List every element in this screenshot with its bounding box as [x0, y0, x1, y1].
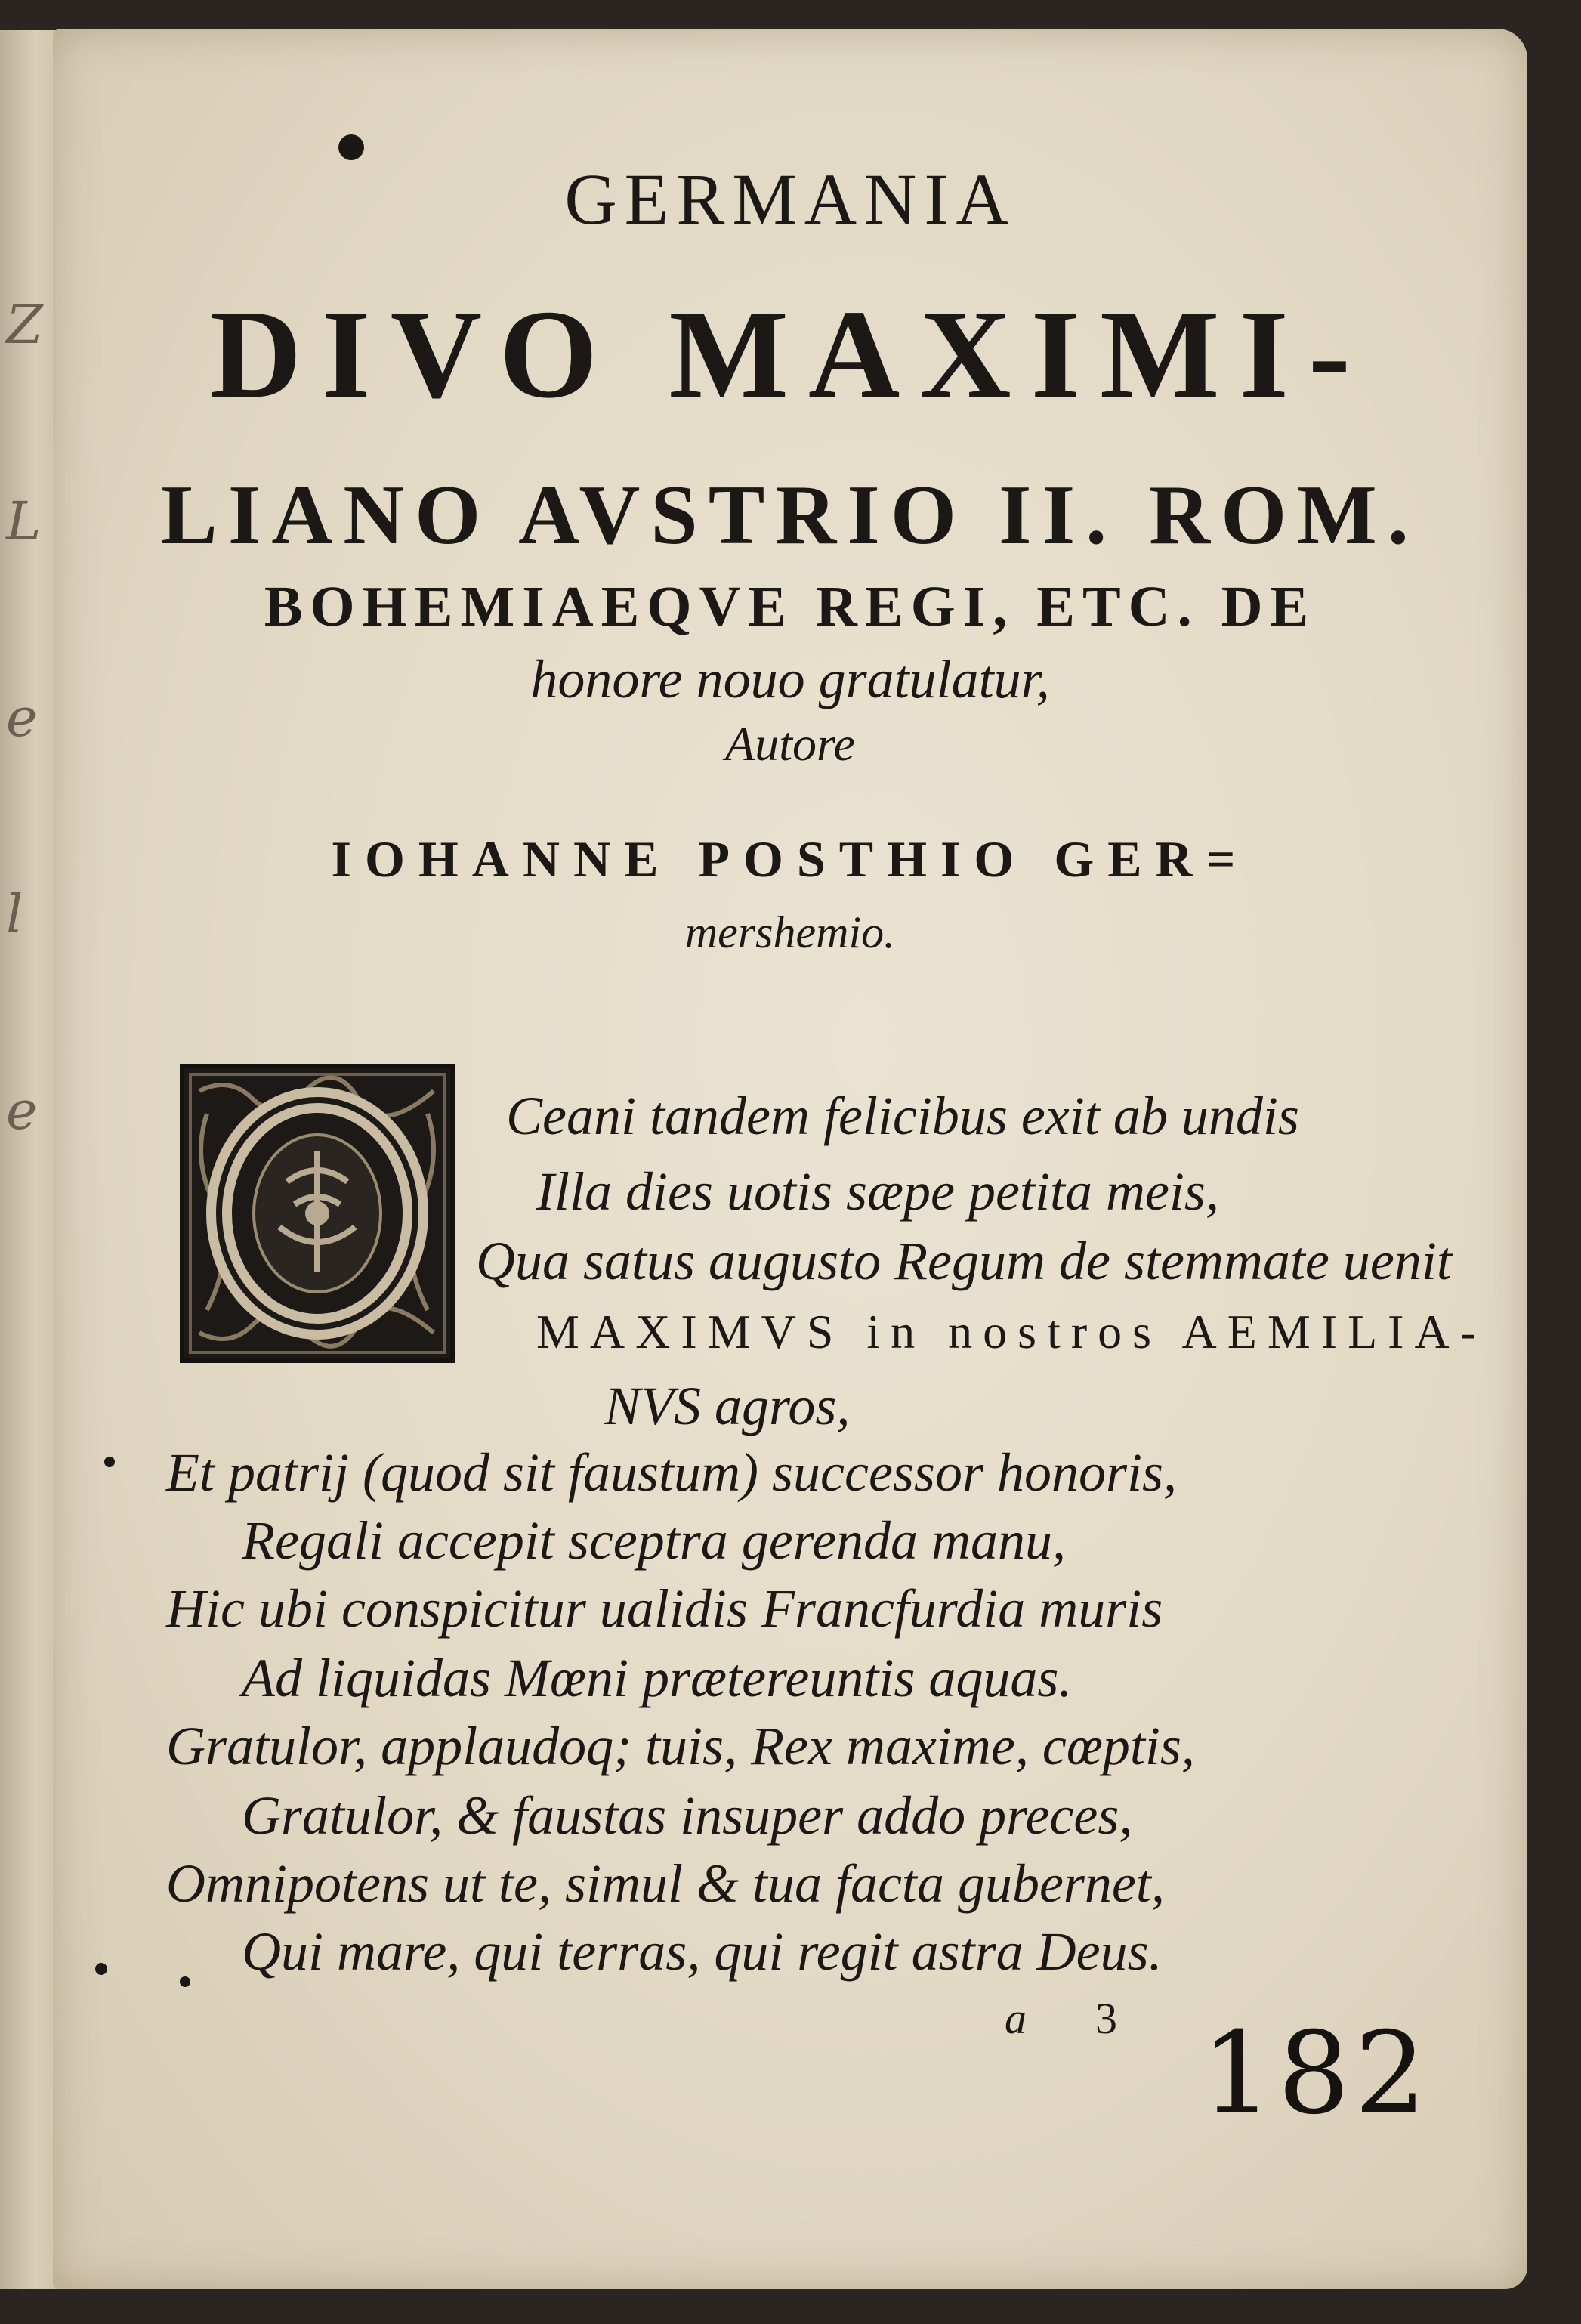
title-line-5: honore nouo gratulatur,	[530, 649, 1050, 709]
ink-dot	[95, 1963, 107, 1975]
verse-line-6: Et patrij (quod sit faustum) successor honoris,	[166, 1442, 1178, 1503]
signature-letter: a	[1005, 1994, 1027, 2043]
ornament-icon	[184, 1068, 450, 1358]
verse-line-5: NVS agros,	[604, 1376, 851, 1436]
verse-line-2: Illa dies uotis sæpe petita meis,	[536, 1161, 1219, 1222]
author-origin: mershemio.	[684, 907, 896, 957]
title-line-2: DIVO MAXIMI-	[210, 284, 1370, 425]
library-stamp-number: 182	[1201, 2008, 1431, 2140]
ink-dot	[104, 1457, 115, 1467]
title-line-3: LIANO AVSTRIO II. ROM.	[161, 468, 1419, 562]
verse-line-9: Ad liquidas Mœni prætereuntis aquas.	[242, 1648, 1073, 1708]
verse-line-13: Qui mare, qui terras, qui regit astra Deus.	[242, 1921, 1163, 1982]
facing-page-marks: Z L e l e	[6, 294, 43, 1142]
verse-line-3: Qua satus augusto Regum de stemmate uenit	[476, 1231, 1452, 1291]
book-page	[53, 29, 1527, 2289]
title-line-6: Autore	[725, 717, 855, 771]
verse-line-4: MAXIMVS in nostros AEMILIA-	[536, 1305, 1487, 1358]
title-line-1: GERMANIA	[564, 159, 1016, 240]
title-line-4: BOHEMIAEQVE REGI, ETC. DE	[264, 575, 1317, 638]
ink-dot	[180, 1976, 190, 1987]
verse-line-12: Omnipotens ut te, simul & tua facta gubernet,	[166, 1853, 1165, 1914]
signature-number: 3	[1095, 1994, 1117, 2043]
decorated-initial	[180, 1064, 455, 1363]
verse-line-7: Regali accepit sceptra gerenda manu,	[242, 1510, 1067, 1571]
author-name: IOHANNE POSTHIO GER=	[331, 830, 1249, 888]
facing-page-edge	[0, 30, 61, 2289]
verse-line-11: Gratulor, & faustas insuper addo preces,	[242, 1785, 1133, 1846]
verse-line-8: Hic ubi conspicitur ualidis Francfurdia muris	[166, 1578, 1163, 1639]
verse-line-1: Ceani tandem felicibus exit ab undis	[506, 1086, 1299, 1146]
ink-dot	[338, 134, 364, 160]
verse-line-10: Gratulor, applaudoq; tuis, Rex maxime, cœptis,	[166, 1716, 1195, 1776]
